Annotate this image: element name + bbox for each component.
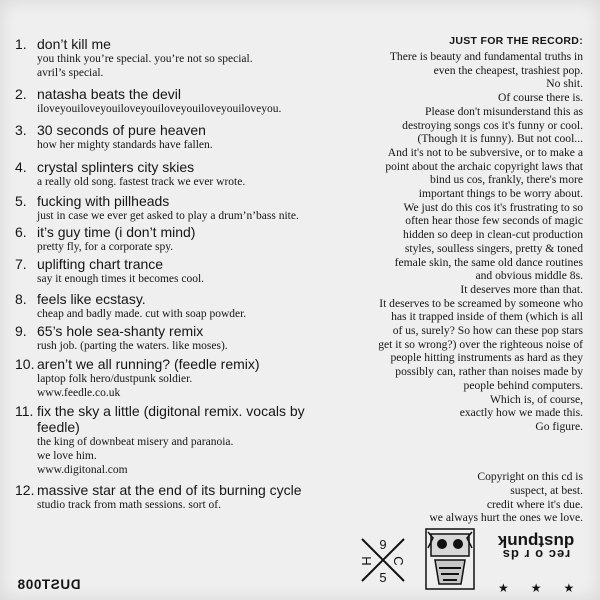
track-number: 9. — [15, 323, 27, 339]
essay-line: and obvious middle 8s. — [475, 269, 583, 283]
copyright-body — [353, 470, 583, 525]
just-for-the-record — [315, 35, 583, 434]
track-number: 3. — [15, 122, 27, 138]
dustpunk-logo-name: dustpunk — [497, 532, 575, 551]
h6c-left: H — [359, 556, 374, 566]
copyright-line: credit where it's due. — [486, 497, 583, 511]
h6c-bottom: 5 — [379, 570, 387, 585]
essay-line: of us, surely? So how can these pop stars — [392, 324, 583, 338]
track-title: it’s guy time (i don’t mind) — [37, 224, 196, 240]
track-list — [15, 36, 350, 512]
track-note: say it enough times it becomes cool. — [37, 273, 205, 285]
copyright-note — [353, 470, 583, 525]
track-number: 11. — [15, 403, 34, 419]
essay-line: (Though it is funny). But not cool... — [417, 132, 583, 146]
essay-line: possibly can, rather than noises made by — [395, 365, 583, 379]
essay-line: female skin, the same old dance routines — [394, 255, 583, 269]
track-number: 10. — [15, 356, 35, 372]
track-item — [15, 256, 350, 286]
h6c-top: 6 — [379, 537, 387, 552]
essay-line: destroying songs cos it's funny or cool. — [402, 118, 583, 132]
track-number: 12. — [15, 482, 35, 498]
catalog-number: DUST008 — [17, 577, 81, 592]
essay-line: Go figure. — [535, 419, 583, 433]
essay-line: Which is, of course, — [489, 392, 583, 406]
track-note: iloveyouiloveyouiloveyouiloveyouiloveyouiloveyou. — [37, 103, 282, 115]
essay-line: There is beauty and fundamental truths in — [389, 50, 583, 63]
track-title: don’t kill me — [37, 36, 111, 52]
track-note: laptop folk hero/dustpunk soldier. — [37, 373, 193, 385]
track-item — [15, 291, 350, 321]
h6c-logo — [358, 535, 408, 585]
track-item — [15, 86, 350, 116]
essay-line: point about the archaic copyright laws that — [385, 159, 583, 173]
track-title: 65’s hole sea-shanty remix — [37, 323, 204, 339]
star-icon: ★★★ — [498, 581, 597, 595]
track-note: www.feedle.co.uk — [37, 387, 121, 399]
essay-line: And it's not to be subversive, or to make a — [387, 145, 583, 159]
track-note: rush job. (parting the waters. like moses). — [37, 340, 228, 352]
essay-line: It deserves to be screamed by someone who — [379, 296, 583, 310]
track-item — [15, 323, 350, 353]
track-note: we love him. — [37, 450, 97, 462]
track-number: 2. — [15, 86, 27, 102]
track-item — [15, 482, 350, 512]
track-number: 4. — [15, 159, 27, 175]
track-note: avril’s special. — [37, 67, 104, 79]
essay-line: We just do this cos it's frustrating to so — [403, 200, 583, 214]
track-title: fucking with pillheads — [37, 193, 170, 209]
track-title: aren’t we all running? (feedle remix) — [37, 356, 260, 372]
track-note: studio track from math sessions. sort of. — [37, 499, 221, 511]
essay-body — [315, 50, 583, 434]
essay-line: important things to be worry about. — [418, 187, 583, 201]
copyright-line: we always hurt the ones we love. — [429, 511, 583, 525]
essay-line: even the cheapest, trashiest pop. — [433, 63, 583, 77]
track-item — [15, 403, 350, 477]
track-title: natasha beats the devil — [37, 86, 181, 102]
track-note: pretty fly, for a corporate spy. — [37, 241, 174, 253]
track-note: just in case we ever get asked to play a drum’n’bass nite. — [37, 210, 299, 222]
track-note: how her mighty standards have fallen. — [37, 139, 213, 151]
dustpunk-logo-records: rec o r ds — [501, 547, 571, 562]
essay-line: No shit. — [546, 77, 583, 91]
essay-line: Please don't misunderstand this as — [425, 104, 583, 118]
track-note: www.digitonal.com — [37, 464, 128, 476]
track-title: crystal splinters city skies — [37, 159, 195, 175]
copyright-line: suspect, at best. — [510, 483, 583, 497]
copyright-line: Copyright on this cd is — [477, 470, 583, 483]
track-title: 30 seconds of pure heaven — [37, 122, 206, 138]
essay-line: bind us cos, frankly, there's more — [430, 173, 583, 187]
track-number: 7. — [15, 256, 27, 272]
essay-line: people behind computers. — [463, 378, 583, 392]
essay-line: hidden so deep in clean-cut production — [403, 228, 583, 242]
track-title: massive star at the end of its burning cycle — [37, 482, 302, 498]
track-note: the king of downbeat misery and paranoia. — [37, 436, 234, 448]
track-item — [15, 193, 350, 223]
essay-line: get it so wrong?) over the righteous noise of — [378, 337, 583, 351]
track-item — [15, 122, 350, 152]
essay-line: people hitting instruments as hard as they — [390, 351, 583, 365]
h6c-right: C — [391, 556, 406, 566]
essay-line: styles, soulless singers, pretty & toned — [404, 241, 583, 255]
dustpunk-records-logo — [488, 532, 597, 595]
track-title: fix the sky a little (digitonal remix. vocals by feedle) — [37, 403, 305, 435]
track-item — [15, 36, 350, 80]
track-item — [15, 224, 350, 254]
track-item — [15, 356, 350, 400]
track-number: 1. — [15, 36, 27, 52]
essay-line: It deserves more than that. — [460, 282, 583, 296]
track-number: 6. — [15, 224, 27, 240]
punk-figure-artwork — [425, 528, 475, 590]
track-title: feels like ecstasy. — [37, 291, 146, 307]
track-number: 5. — [15, 193, 27, 209]
essay-line: exactly how we made this. — [459, 406, 583, 420]
track-note: cheap and badly made. cut with soap powder. — [37, 308, 247, 320]
track-title: uplifting chart trance — [37, 256, 164, 272]
track-note: you think you’re special. you’re not so special. — [37, 53, 253, 65]
essay-line: has it trapped inside of them (which is all — [391, 310, 583, 324]
track-item — [15, 159, 350, 189]
essay-title: JUST FOR THE RECORD: — [449, 35, 583, 47]
essay-line: often hear those few seconds of magic — [405, 214, 583, 228]
track-number: 8. — [15, 291, 27, 307]
track-note: a really old song. fastest track we ever wrote. — [37, 176, 246, 188]
essay-line: Of course there is. — [498, 91, 583, 105]
